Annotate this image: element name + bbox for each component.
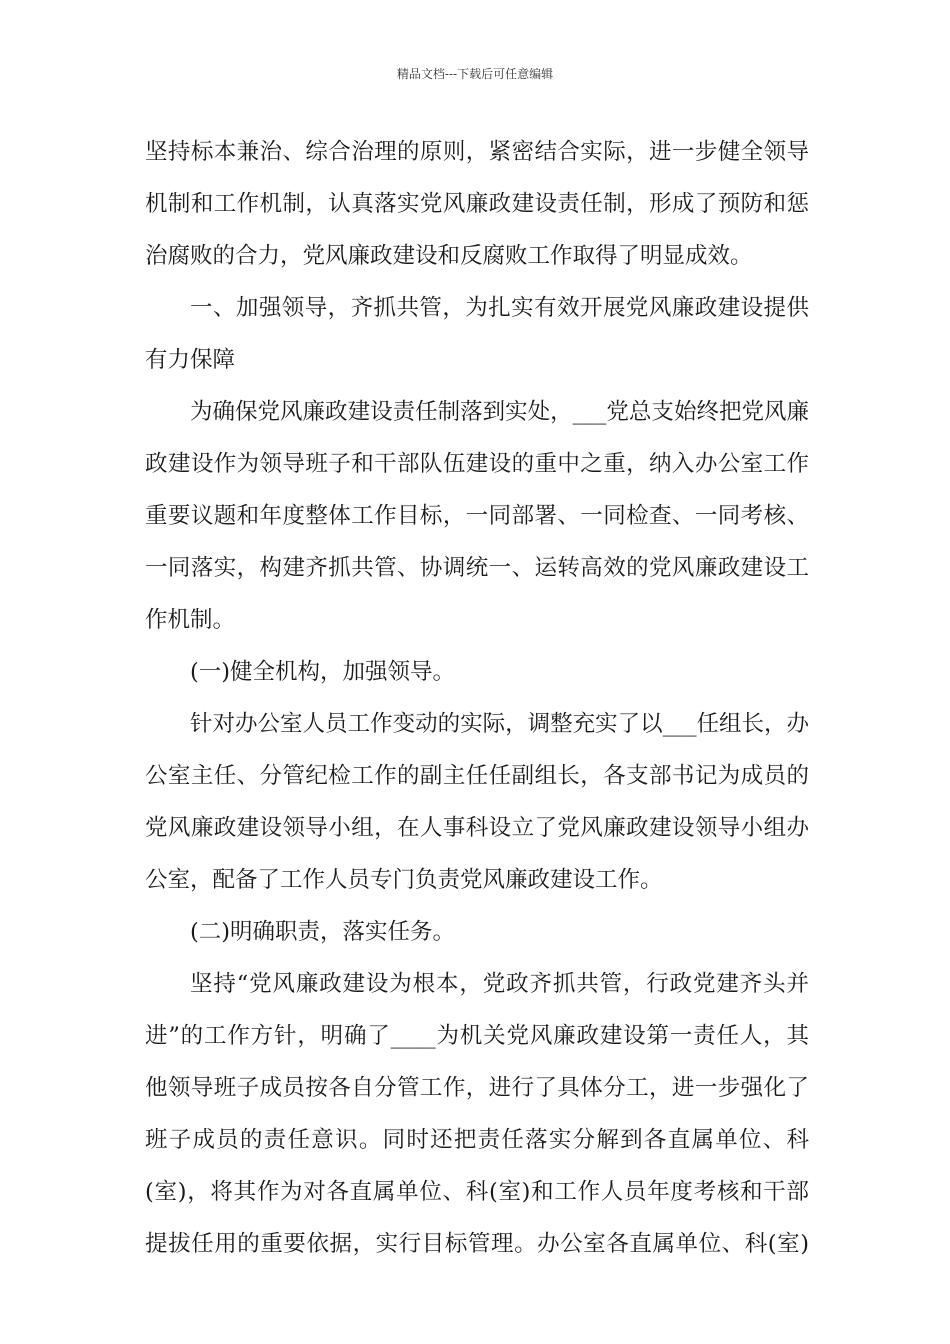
text-line: 治腐败的合力，党风廉政建设和反腐败工作取得了明显成效。 — [145, 243, 753, 269]
section-heading-line: 一、加强领导，齐抓共管，为扎实有效开展党风廉政建设提供 — [190, 295, 809, 321]
section-heading-line: 有力保障 — [145, 347, 236, 373]
text-line: 提拔任用的重要依据，实行目标管理。办公室各直属单位、科(室) — [145, 1231, 809, 1257]
text-line: 公室主任、分管纪检工作的副主任任副组长，各支部书记为成员的 — [145, 763, 809, 789]
subsection-heading: (二)明确职责，落实任务。 — [190, 919, 456, 945]
text-line: 一同落实，构建齐抓共管、协调统一、运转高效的党风廉政建设工 — [145, 555, 809, 581]
text-line: 他领导班子成员按各自分管工作，进行了具体分工，进一步强化了 — [145, 1075, 809, 1101]
text-line: 公室，配备了工作人员专门负责党风廉政建设工作。 — [145, 867, 663, 893]
text-line: 重要议题和年度整体工作目标，一同部署、一同检查、一同考核、 — [145, 503, 809, 529]
text-line: 作机制。 — [145, 607, 236, 633]
text-line: 进”的工作方针，明确了____为机关党风廉政建设第一责任人，其 — [145, 1023, 809, 1049]
text-line: 党风廉政建设领导小组，在人事科设立了党风廉政建设领导小组办 — [145, 815, 809, 841]
text-line: 机制和工作机制，认真落实党风廉政建设责任制，形成了预防和惩 — [145, 191, 809, 217]
text-line: 坚持标本兼治、综合治理的原则，紧密结合实际，进一步健全领导 — [145, 139, 809, 165]
page-header: 精品文档---下载后可任意编辑 — [396, 67, 554, 81]
text-line: 政建设作为领导班子和干部队伍建设的重中之重，纳入办公室工作 — [145, 451, 809, 477]
text-line: 班子成员的责任意识。同时还把责任落实分解到各直属单位、科 — [145, 1127, 809, 1153]
document-body — [145, 126, 809, 1270]
subsection-heading: (一)健全机构，加强领导。 — [190, 659, 456, 685]
text-line: 针对办公室人员工作变动的实际，调整充实了以___任组长，办 — [190, 711, 809, 737]
text-line: (室)，将其作为对各直属单位、科(室)和工作人员年度考核和干部 — [145, 1179, 809, 1205]
text-line: 为确保党风廉政建设责任制落到实处，___党总支始终把党风廉 — [190, 399, 809, 425]
text-line: 坚持“党风廉政建设为根本，党政齐抓共管，行政党建齐头并 — [190, 971, 809, 997]
